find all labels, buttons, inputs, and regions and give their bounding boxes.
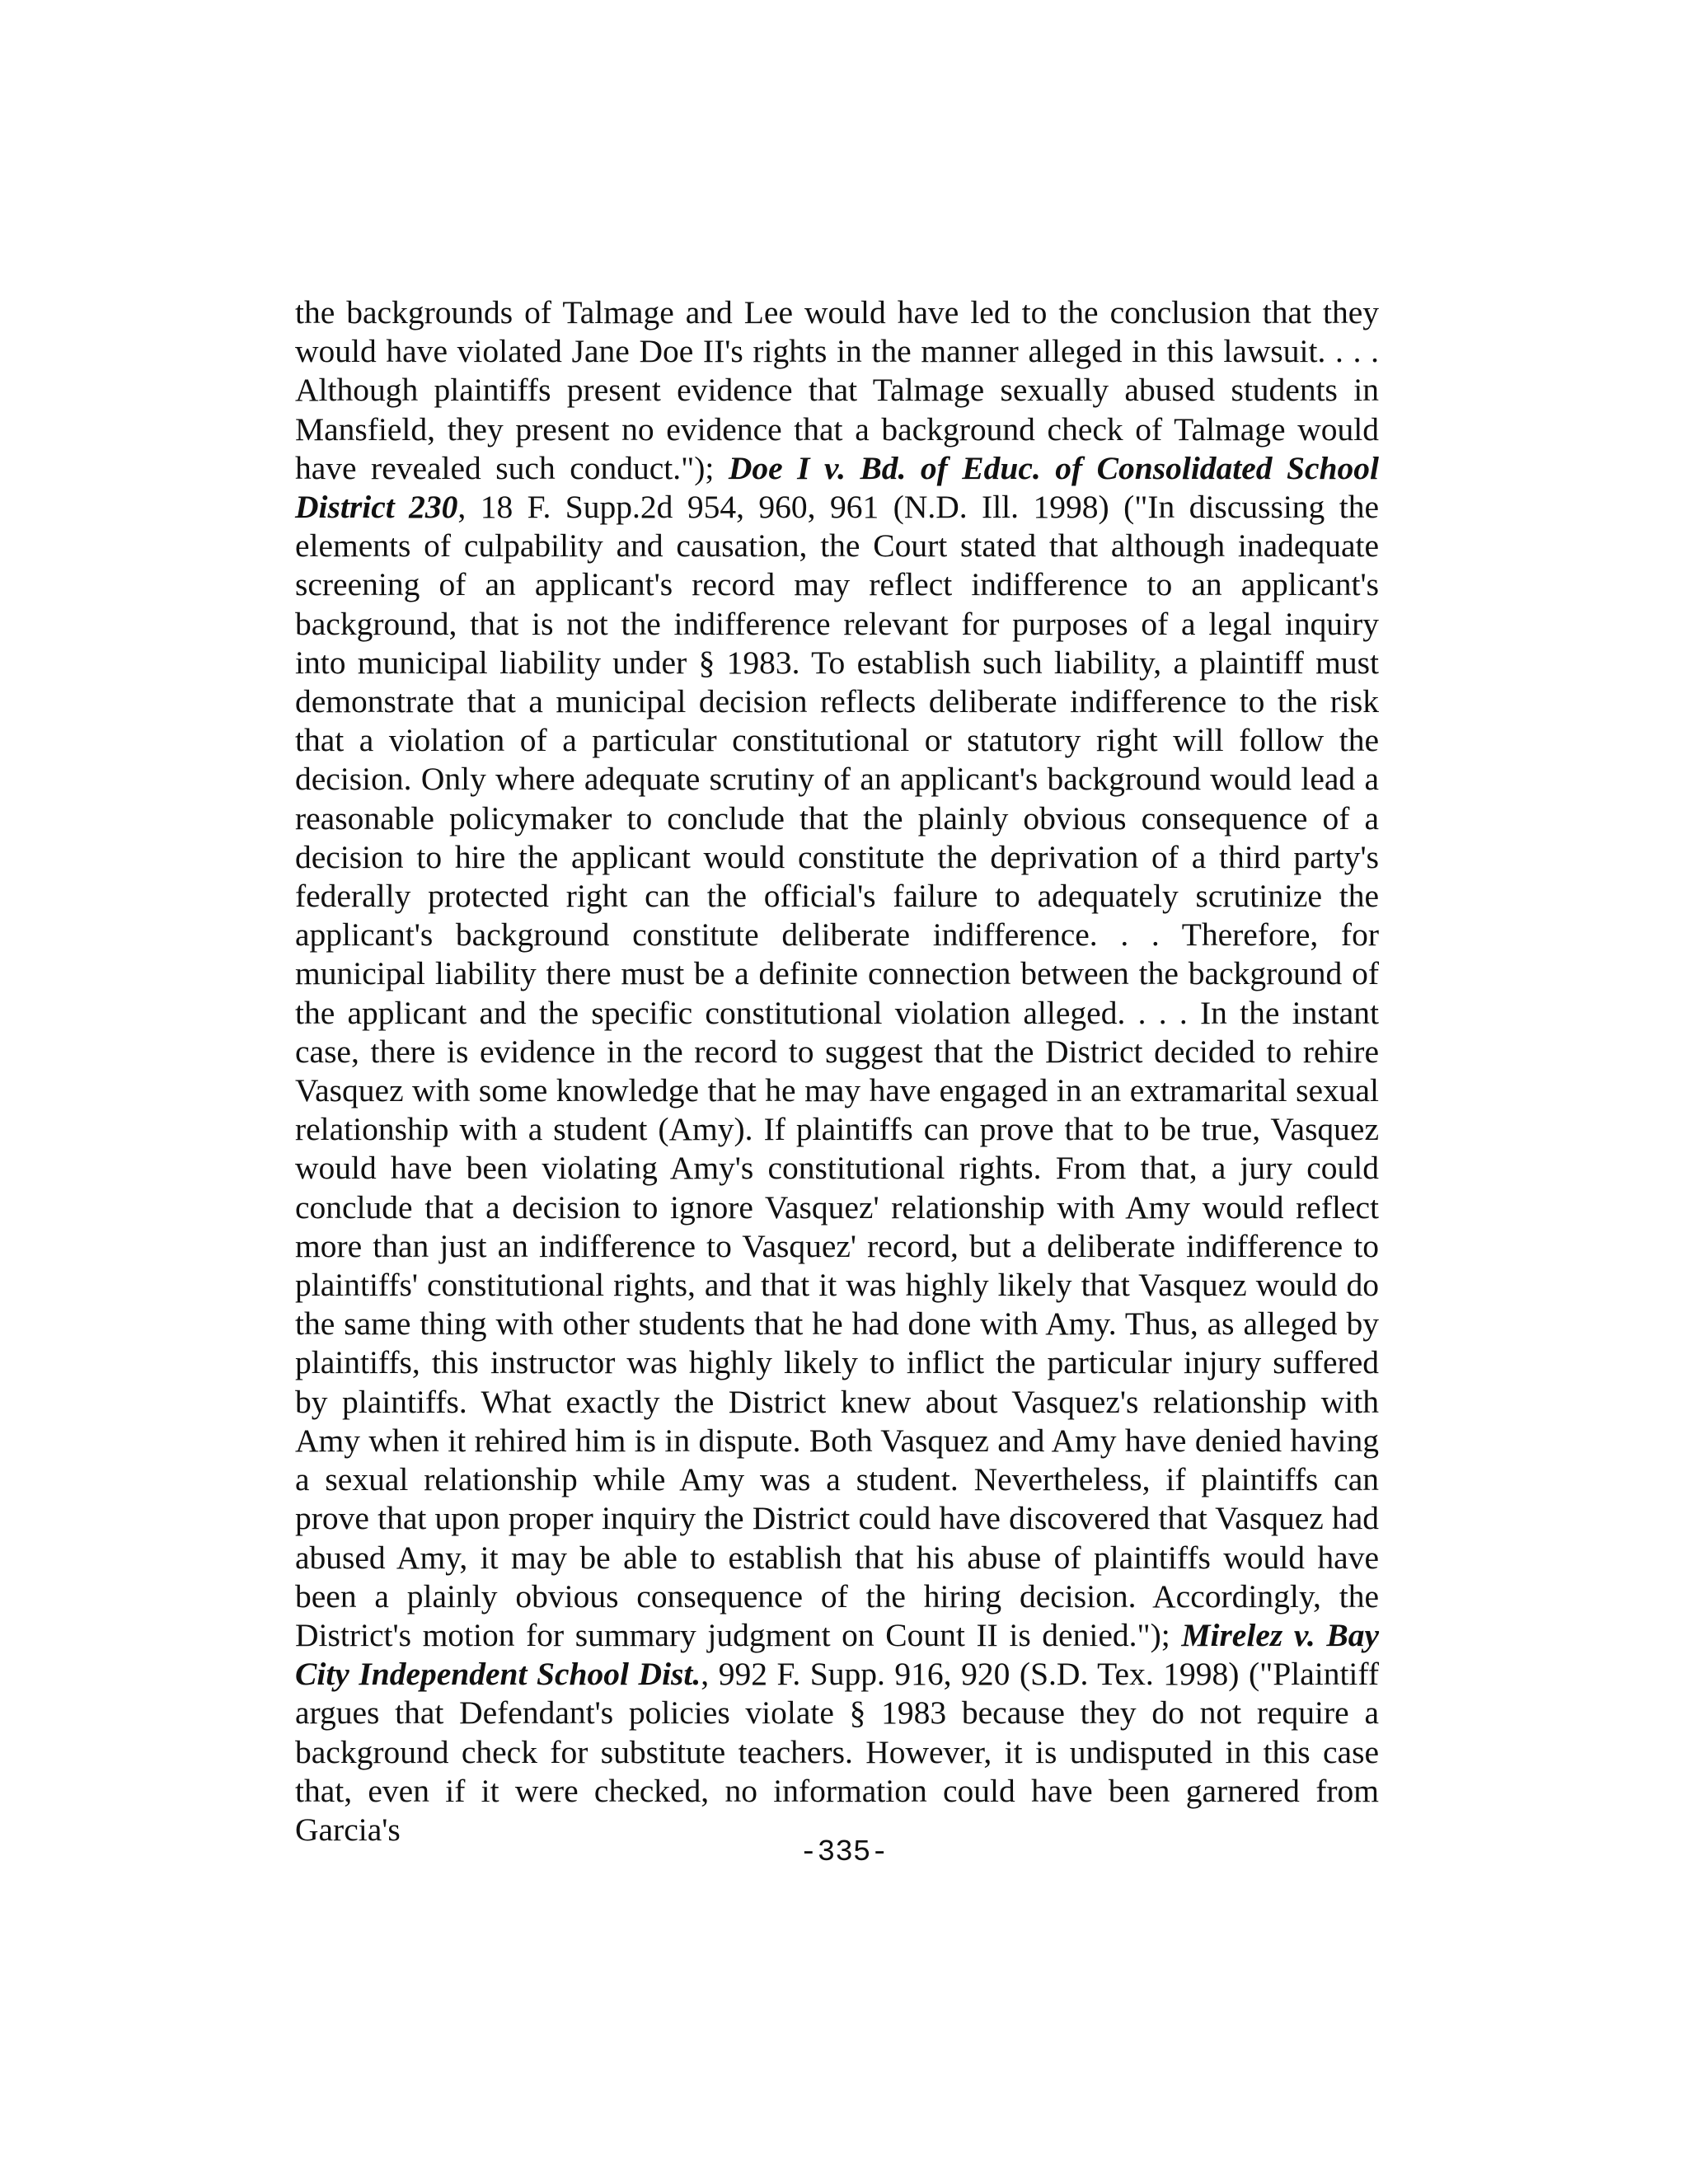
text-segment: , 18 F. Supp.2d 954, 960, 961 (N.D. Ill. 1998) ("In discussing the elements of culpability and causation, the Court stated that although inadequate screening of an applicant's record may reflect indifference to an applicant's background, that is not the indifference relevant for purposes of a legal inquiry into municipal liability under § 1983. To establish such liability, a plaintiff must demonstrate that a municipal decision reflects deliberate indifference to the risk that a violation of a particular constitutional or statutory right will follow the decision. Only where adequate scrutiny of an applicant's background would lead a reasonable policymaker to conclude that the plainly obvious consequence of a decision to hire the applicant would constitute the deprivation of a third party's federally protected right can the official's failure to adequately scrutinize the applicant's background constitute deliberate indifference. . . Therefore, for municipal liability there must be a definite connection between the background of the applicant and the specific constitutional violation alleged. . . . In the instant case, there is evidence in the record to suggest that the District decided to rehire Vasquez with some knowledge that he may have engaged in an extramarital sexual relationship with a student (Amy). If plaintiffs can prove that to be true, Vasquez would have been violating Amy's constitutional rights. From that, a jury could conclude that a decision to ignore Vasquez' relationship with Amy would reflect more than just an indifference to Vasquez' record, but a deliberate indifference to plaintiffs' constitutional rights, and that it was highly likely that Vasquez would do the same thing with other students that he had done with Amy. Thus, as alleged by plaintiffs, this instructor was highly likely to inflict the particular injury suffered by plaintiffs. What exactly the District knew about Vasquez's relationship with Amy when it rehired him is in dispute. Both Vasquez and Amy have denied having a sexual relationship while Amy was a student. Nevertheless, if plaintiffs can prove that upon proper inquiry the District could have discovered that Vasquez had abused Amy, it may be able to establish that his abuse of plaintiffs would have been a plainly obvious consequence of the hiring decision. Accordingly, the District's motion for summary judgment on Count II is denied."); xyxy=(295,489,1379,1653)
text-segment: , 992 F. Supp. 916, 920 (S.D. Tex. 1998) ("Plaintiff argues that Defendant's policies violate § 1983 because they do not require a background check for substitute teachers. However, it is undisputed in this case that, even if it were checked, no information could have been garnered from Garcia's xyxy=(295,1656,1379,1848)
case-citation: Mirelez v. Bay City Independent School Dist. xyxy=(295,1616,1379,1693)
page-number: -335- xyxy=(799,1835,889,1869)
case-citation: Doe I v. Bd. of Educ. of Consolidated School District 230 xyxy=(295,449,1379,526)
body-paragraph xyxy=(295,293,1379,1849)
text-segment: the backgrounds of Talmage and Lee would have led to the conclusion that they would have violated Jane Doe II's rights in the manner alleged in this lawsuit. . . . Although plaintiffs present evidence that Talmage sexually abused students in Mansfield, they present no evidence that a background check of Talmage would have revealed such conduct."); xyxy=(295,294,1379,486)
